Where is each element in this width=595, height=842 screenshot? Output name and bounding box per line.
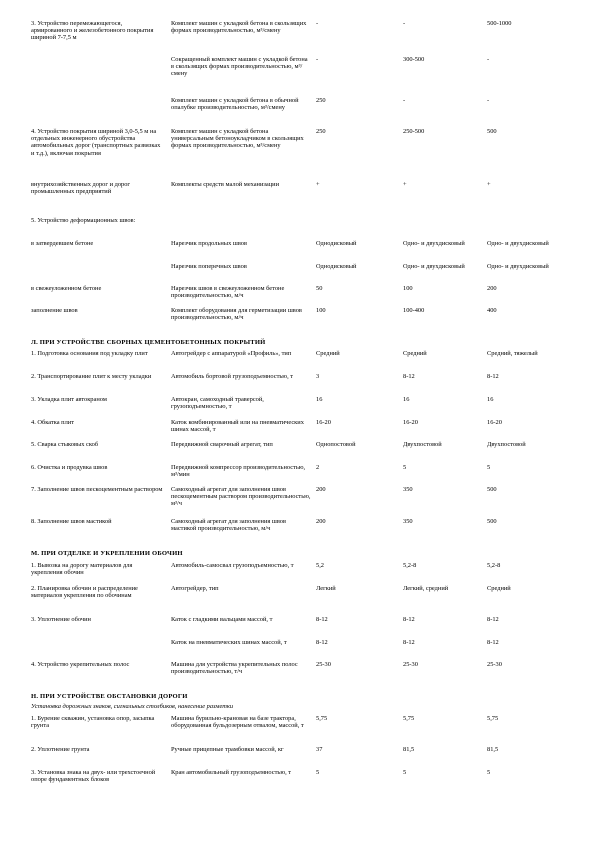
machine-cell: Автогрейдер, тип <box>171 585 219 592</box>
value-mid-cell: Одно- и двухдисковый <box>403 240 465 247</box>
machine-cell: Автомобиль-самосвал грузоподъемностью, т <box>171 562 294 569</box>
machine-cell: Машина для устройства укрепительных полос производительностью, т/ч <box>171 661 298 676</box>
value-low-cell: 2 <box>316 464 320 471</box>
value-low-cell: 16 <box>316 396 323 403</box>
value-mid-cell: 16-20 <box>403 419 418 426</box>
work-type-cell: 4. Устройство покрытия шириной 3,0-5,5 м на отдельных инженерного обустройства автомобильных дорог (транспортных развязках и т.д.), включая покрытия <box>31 128 161 157</box>
machine-cell: Самоходный агрегат для заполнения швов пескоцементным раствором производительностью, м³/ч <box>171 486 311 508</box>
value-low-cell: 25-30 <box>316 661 331 668</box>
value-high-cell: 5 <box>487 769 491 776</box>
value-low-cell: - <box>316 20 319 27</box>
value-mid-cell: 300-500 <box>403 56 425 63</box>
value-high-cell: 25-30 <box>487 661 502 668</box>
value-high-cell: Средний <box>487 585 511 592</box>
value-low-cell: Однодисковый <box>316 240 357 247</box>
value-low-cell: Однодисковый <box>316 263 357 270</box>
value-high-cell: 500-1000 <box>487 20 512 27</box>
value-low-cell: 200 <box>316 486 326 493</box>
value-low-cell: 250 <box>316 97 326 104</box>
value-high-cell: Средний, тяжелый <box>487 350 538 357</box>
value-low-cell: Легкий <box>316 585 336 592</box>
machine-cell: Автокран, самоходный траверсой, грузоподъемностью, т <box>171 396 264 411</box>
value-high-cell: 500 <box>487 128 497 135</box>
section-heading: М. ПРИ ОТДЕЛКЕ И УКРЕПЛЕНИИ ОБОЧИН <box>31 550 183 557</box>
machine-cell: Нарезчик швов в свежеуложенном бетоне производительностью, м/ч <box>171 285 285 300</box>
work-type-cell: 4. Обкатка плит <box>31 419 74 426</box>
machine-cell: Передвижной сварочный агрегат, тип <box>171 441 273 448</box>
machine-cell: Комплект машин с укладкой бетона в скользящих формах производительностью, м³/смену <box>171 20 307 35</box>
value-low-cell: 8-12 <box>316 639 328 646</box>
value-high-cell: - <box>487 97 490 104</box>
value-low-cell: 5,75 <box>316 715 328 722</box>
value-mid-cell: 5,75 <box>403 715 415 722</box>
value-mid-cell: Одно- и двухдисковый <box>403 263 465 270</box>
value-high-cell: 16 <box>487 396 494 403</box>
machine-cell: Комплект машин с укладкой бетона в обычной опалубке производительностью, м³/смену <box>171 97 299 112</box>
value-mid-cell: 5 <box>403 464 407 471</box>
value-low-cell: 16-20 <box>316 419 331 426</box>
work-type-cell: 3. Устройство перемежающегося, армированного и железобетонного покрытия шириной 7-7,5 м <box>31 20 154 42</box>
value-high-cell: 500 <box>487 486 497 493</box>
work-type-cell: 2. Уплотнение грунта <box>31 746 90 753</box>
machine-cell: Ручные прицепные трамбовки массой, кг <box>171 746 284 753</box>
value-mid-cell: 8-12 <box>403 616 415 623</box>
value-high-cell: - <box>487 56 490 63</box>
work-type-cell: 2. Транспортирование плит к месту укладки <box>31 373 152 380</box>
machine-cell: Комплект машин с укладкой бетона универсальным бетоноукладчиком в скользящих формах производительностью, м³/смену <box>171 128 304 150</box>
work-type-cell: в свежеуложенном бетоне <box>31 285 102 292</box>
value-high-cell: 16-20 <box>487 419 502 426</box>
value-high-cell: 500 <box>487 518 497 525</box>
value-low-cell: Средний <box>316 350 340 357</box>
value-high-cell: 81,5 <box>487 746 499 753</box>
work-type-cell: 1. Подготовка основания под укладку плит <box>31 350 148 357</box>
value-mid-cell: - <box>403 20 406 27</box>
value-low-cell: 100 <box>316 307 326 314</box>
value-low-cell: 5,2 <box>316 562 324 569</box>
work-type-cell: 1. Бурение скважин, установка опор, засыпка грунта <box>31 715 155 730</box>
value-low-cell: - <box>316 56 319 63</box>
machine-cell: Каток комбинированный или на пневматических шинах массой, т <box>171 419 304 434</box>
value-mid-cell: Средний <box>403 350 427 357</box>
machine-cell: Сокращенный комплект машин с укладкой бетона в скользящих формах производительностью, м³/смену <box>171 56 308 78</box>
value-high-cell: 5,75 <box>487 715 499 722</box>
value-high-cell: 400 <box>487 307 497 314</box>
work-type-cell: внутрихозяйственных дорог и дорог промышленных предприятий <box>31 181 131 196</box>
value-mid-cell: Легкий, средний <box>403 585 449 592</box>
work-type-cell: заполнение швов <box>31 307 78 314</box>
value-mid-cell: 350 <box>403 518 413 525</box>
machine-cell: Автомобиль бортовой грузоподъемностью, т <box>171 373 294 380</box>
value-mid-cell: 350 <box>403 486 413 493</box>
work-type-cell: 7. Заполнение швов пескоцементным раствором <box>31 486 163 493</box>
value-low-cell: Однопостовой <box>316 441 356 448</box>
value-low-cell: 3 <box>316 373 320 380</box>
work-type-cell: 5. Сварка стыковых скоб <box>31 441 99 448</box>
value-low-cell: 250 <box>316 128 326 135</box>
work-type-cell: 5. Устройство деформационных швов: <box>31 217 136 224</box>
work-type-cell: 6. Очистка и продувка швов <box>31 464 108 471</box>
work-type-cell: 3. Установка знака на двух- или трехстоечной опоре фундаментных блоков <box>31 769 156 784</box>
machine-cell: Нарезчик продольных швов <box>171 240 248 247</box>
value-mid-cell: 5 <box>403 769 407 776</box>
value-low-cell: 200 <box>316 518 326 525</box>
value-mid-cell: 250-500 <box>403 128 425 135</box>
value-high-cell: 8-12 <box>487 639 499 646</box>
value-high-cell: Одно- и двухдисковый <box>487 263 549 270</box>
value-mid-cell: 25-30 <box>403 661 418 668</box>
value-mid-cell: 8-12 <box>403 639 415 646</box>
value-mid-cell: 100-400 <box>403 307 425 314</box>
machine-cell: Комплекты средств малой механизации <box>171 181 279 188</box>
value-low-cell: 37 <box>316 746 323 753</box>
section-heading: Л. ПРИ УСТРОЙСТВЕ СБОРНЫХ ЦЕМЕНТОБЕТОННЫХ ПОКРЫТИЙ <box>31 339 266 346</box>
value-mid-cell: + <box>403 181 407 188</box>
section-heading: Н. ПРИ УСТРОЙСТВЕ ОБСТАНОВКИ ДОРОГИ <box>31 693 188 700</box>
value-mid-cell: Двухпостовой <box>403 441 442 448</box>
value-mid-cell: 8-12 <box>403 373 415 380</box>
machine-cell: Автогрейдер с аппаратурой «Профиль», тип <box>171 350 292 357</box>
value-low-cell: 8-12 <box>316 616 328 623</box>
work-type-cell: 2. Планировка обочин и распределение материалов укрепления по обочинам <box>31 585 138 600</box>
value-low-cell: 5 <box>316 769 320 776</box>
machine-cell: Каток на пневматических шинах массой, т <box>171 639 287 646</box>
value-high-cell: 5,2-8 <box>487 562 501 569</box>
value-high-cell: 8-12 <box>487 616 499 623</box>
machine-cell: Машина бурильно-крановая на базе трактора, оборудованная бульдозерным отвалом, массой, т <box>171 715 304 730</box>
value-high-cell: + <box>487 181 491 188</box>
machine-cell: Нарезчик поперечных швов <box>171 263 247 270</box>
work-type-cell: 8. Заполнение швов мастикой <box>31 518 112 525</box>
value-high-cell: 5 <box>487 464 491 471</box>
value-low-cell: 50 <box>316 285 323 292</box>
value-mid-cell: 5,2-8 <box>403 562 417 569</box>
value-high-cell: Одно- и двухдисковый <box>487 240 549 247</box>
work-type-cell: 1. Вывозка на дорогу материалов для укрепления обочин <box>31 562 133 577</box>
work-type-cell: в затвердевшем бетоне <box>31 240 94 247</box>
value-high-cell: 8-12 <box>487 373 499 380</box>
work-type-cell: 3. Уплотнение обочин <box>31 616 91 623</box>
work-type-cell: 3. Укладка плит автокраном <box>31 396 107 403</box>
machine-cell: Кран автомобильный грузоподъемностью, т <box>171 769 292 776</box>
machine-cell: Самоходный агрегат для заполнения швов мастикой производительностью, м/ч <box>171 518 287 533</box>
work-type-cell: 4. Устройство укрепительных полос <box>31 661 130 668</box>
value-mid-cell: 16 <box>403 396 410 403</box>
value-mid-cell: 81,5 <box>403 746 415 753</box>
value-high-cell: Двухпостовой <box>487 441 526 448</box>
machine-cell: Передвижной компрессор производительностью, м³/мин <box>171 464 306 479</box>
value-mid-cell: 100 <box>403 285 413 292</box>
value-mid-cell: - <box>403 97 406 104</box>
machine-cell: Каток с гладкими вальцами массой, т <box>171 616 273 623</box>
section-subtitle: Установка дорожных знаков, сигнальных столбиков, нанесение разметки <box>31 703 234 710</box>
machine-cell: Комплект оборудования для герметизации швов производительностью, м/ч <box>171 307 302 322</box>
value-low-cell: + <box>316 181 320 188</box>
value-high-cell: 200 <box>487 285 497 292</box>
